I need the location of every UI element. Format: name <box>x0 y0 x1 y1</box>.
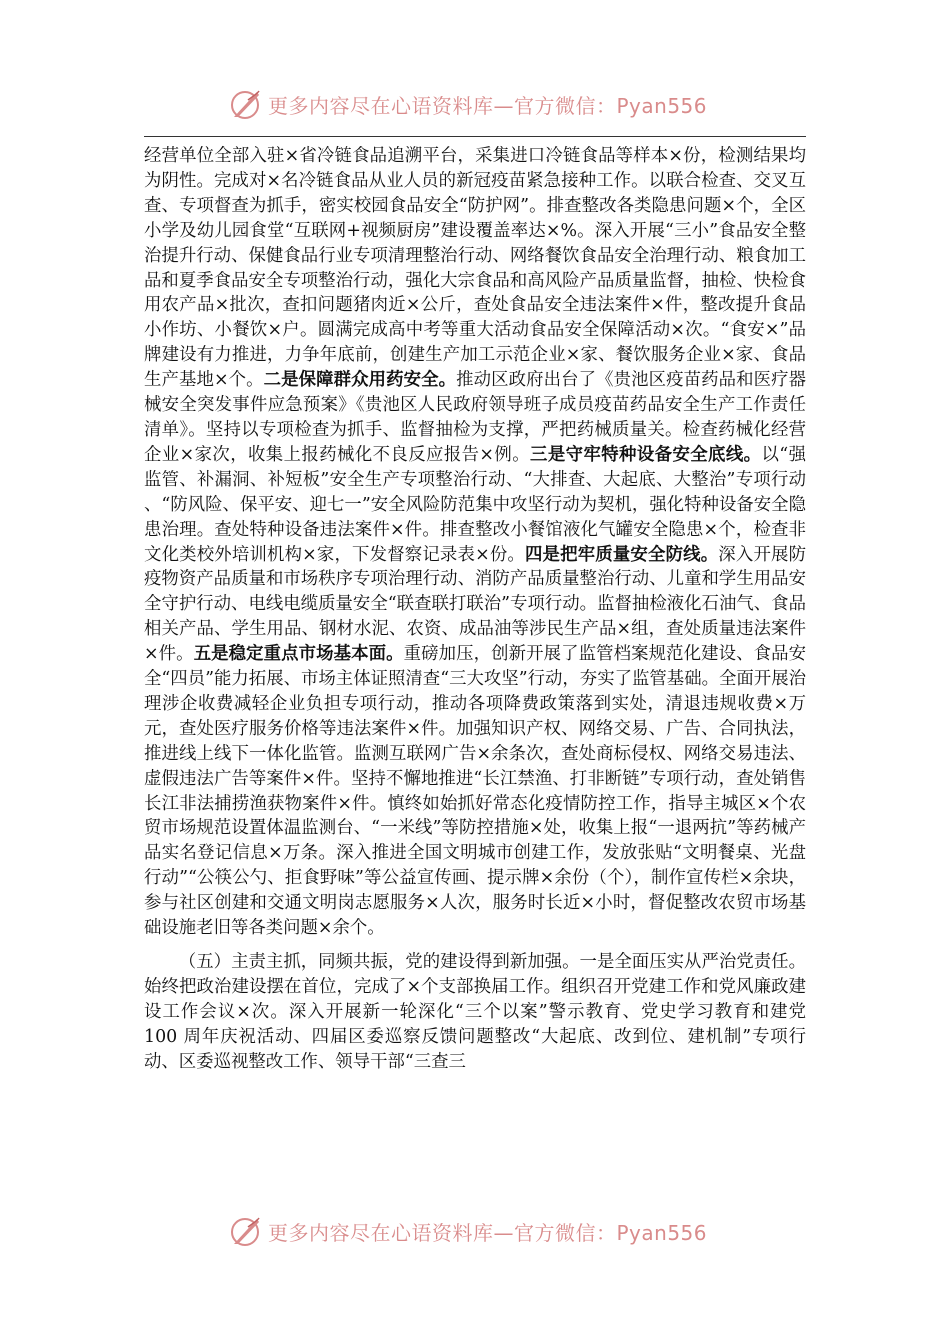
document-body <box>144 144 806 1075</box>
watermark-banner-top <box>228 84 707 124</box>
body-paragraph <box>144 144 806 941</box>
bold-heading: 二是保障群众用药安全。 <box>263 370 457 391</box>
banner-text: 更多内容尽在心语资料库—官方微信：Pyan556 <box>268 93 708 118</box>
watermark-banner-bottom <box>228 1211 707 1251</box>
header-rule <box>144 136 806 137</box>
banner-text: 更多内容尽在心语资料库—官方微信：Pyan556 <box>268 1220 708 1245</box>
body-paragraph: （五）主责主抓，同频共振，党的建设得到新加强。一是全面压实从严治党责任。始终把政治建设摆在首位，完成了×个支部换届工作。组织召开党建工作和党风廉政建设工作会议×次。深入开展新一轮深化“三个以案”警示教育、党史学习教育和建党 100 周年庆祝活动、四届区委巡察反馈问题整改“大起底、改到位、建机制”专项行动、区委巡视整改工作、领导干部“三查三 <box>144 952 806 1072</box>
quill-logo-icon <box>228 1213 264 1249</box>
paragraph-text: 推动区政府出台了《贵池区疫苗药品和医疗器械安全突发事件应急预案》《贵池区人民政府领导班子成员疫苗药品安全生产工作责任清单》。坚持以专项检查为抓手、监督抽检为支撑，严把药械质量关。检查药械化经营企业×家次，收集上报药械化不良反应报告×例。 <box>144 370 806 465</box>
bold-heading: 三是守牢特种设备安全底线。 <box>530 444 762 465</box>
bold-heading: 五是稳定重点市场基本面。 <box>193 644 404 665</box>
bold-heading: 四是把牢质量安全防线。 <box>524 544 719 565</box>
paragraph-text: 以“强监管、补漏洞、补短板”安全生产专项整治行动、“大排查、大起底、大整治”专项行动 、“防风险、保平安、迎七一”安全风险防范集中攻坚行动为契机，强化特种设备安全隐患治理。查处特种设备违法案件×件。排查整改小餐馆液化气罐安全隐患×个，检查非文化类校外培训机构×家，下发督察记录表×份。 <box>144 444 806 565</box>
quill-logo-icon <box>228 86 264 122</box>
paragraph-text: 深入开展防疫物资产品质量和市场秩序专项治理行动、消防产品质量整治行动、儿童和学生用品安全守护行动、电线电缆质量安全“联查联打联治”专项行动。监督抽检液化石油气、食品相关产品、学生用品、钢材水泥、农资、成品油等涉民生产品×组，查处质量违法案件×件。 <box>144 544 806 665</box>
paragraph-text: 重磅加压，创新开展了监管档案规范化建设、食品安全“四员”能力拓展、市场主体证照清查“三大攻坚”行动，夯实了监管基础。全面开展治理涉企收费减轻企业负担专项行动，推动各项降费政策落到实处，清退违规收费×万元，查处医疗服务价格等违法案件×件。加强知识产权、网络交易、广告、合同执法，推进线上线下一体化监管。监测互联网广告×余条次，查处商标侵权、网络交易违法、虚假违法广告等案件×件。坚持不懈地推进“长江禁渔、打非断链”专项行动，查处销售长江非法捕捞渔获物案件×件。慎终如始抓好常态化疫情防控工作，指导主城区×个农贸市场规范设置体温监测台、“一米线”等防控措施×处，收集上报“一退两抗”等药械产品实名登记信息×万条。深入推进全国文明城市创建工作，发放张贴“文明餐桌、光盘行动”“公筷公勺、拒食野味”等公益宣传画、提示牌×余份（个），制作宣传栏×余块，参与社区创建和交通文明岗志愿服务×人次，服务时长近×小时，督促整改农贸市场基础设施老旧等各类问题×余个。 <box>144 644 806 939</box>
paragraph-text: 经营单位全部入驻×省冷链食品追溯平台，采集进口冷链食品等样本×份，检测结果均为阴性。完成对×名冷链食品从业人员的新冠疫苗紧急接种工作。以联合检查、交叉互查、专项督查为抓手，密实校园食品安全“防护网”。排查整改各类隐患问题×个，全区小学及幼儿园食堂“互联网+视频厨房”建设覆盖率达×%。深入开展“三小”食品安全整治提升行动、保健食品行业专项清理整治行动、网络餐饮食品安全治理行动、粮食加工品和夏季食品安全专项整治行动，强化大宗食品和高风险产品质量监督，抽检、快检食用农产品×批次，查扣问题猪肉近×公斤，查处食品安全违法案件×件，整改提升食品小作坊、小餐饮×户。圆满完成高中考等重大活动食品安全保障活动×次。“食安×”品牌建设有力推进，力争年底前，创建生产加工示范企业×家、餐饮服务企业×家、食品生产基地×个。 <box>144 146 806 391</box>
